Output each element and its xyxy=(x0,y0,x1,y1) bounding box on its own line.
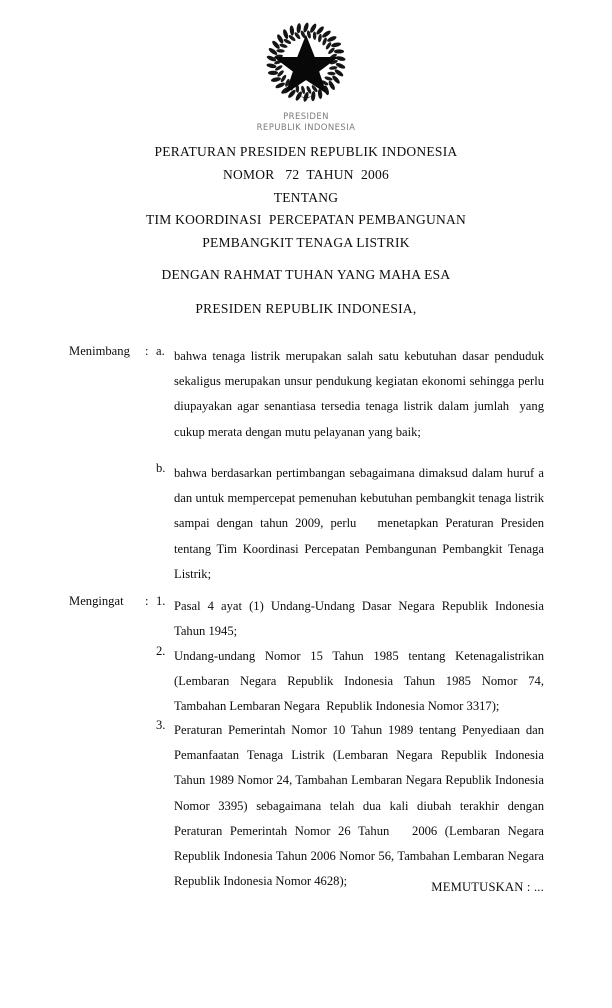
mengingat-text-3: Peraturan Pemerintah Nomor 10 Tahun 1989 tentang Penyediaan dan Pemanfaatan Tenaga Listrik (Lembaran Negara Republik Indonesia Tahun 1989 Nomor 24, Tambahan Lembaran Negara Republik Indonesia Nomor 3395) sebagaimana telah dua kali diubah terakhir dengan Peraturan Pemerintah Nomor 26 Tahun 2006 (Lembaran Negara Republik Indonesia Tahun 2006 Nomor 56, Tambahan Lembaran Negara Republik Indonesia Nomor 4628); xyxy=(174,723,548,889)
document-number-line: NOMOR 72 TAHUN 2006 xyxy=(222,167,390,182)
menimbang-text-b: bahwa berdasarkan pertimbangan sebagaimana dimaksud dalam huruf a dan untuk mempercepat pemenuhan kebutuhan pembangkit tenaga listrik sampai dengan tahun 2009, perlu menetapkan Peraturan Presiden tentang Tim Koordinasi Percepatan Pembangunan Pembangkit Tenaga Listrik; xyxy=(174,466,548,581)
mengingat-marker-1: 1. xyxy=(156,594,166,608)
document-title-line-1: PERATURAN PRESIDEN REPUBLIK INDONESIA xyxy=(154,144,458,159)
mengingat-label: Mengingat xyxy=(69,594,124,608)
menimbang-item-b xyxy=(69,461,548,587)
tentang-label: TENTANG xyxy=(273,190,339,205)
emblem-caption-line2: REPUBLIK INDONESIA xyxy=(256,123,356,133)
mengingat-text-1: Pasal 4 ayat (1) Undang-Undang Dasar Negara Republik Indonesia Tahun 1945; xyxy=(174,599,547,639)
menimbang-label: Menimbang xyxy=(69,344,130,358)
mengingat-item-2 xyxy=(69,644,548,720)
mengingat-text-2: Undang-undang Nomor 15 Tahun 1985 tentang Ketenagalistrikan (Lembaran Negara Republik Indonesia Tahun 1985 Nomor 74, Tambahan Lembaran Negara Republik Indonesia Nomor 3317); xyxy=(174,649,548,714)
emblem-caption-line1: PRESIDEN xyxy=(283,112,329,122)
mengingat-marker-3: 3. xyxy=(156,718,166,732)
memutuskan-footer: MEMUTUSKAN : ... xyxy=(431,880,544,894)
menimbang-text-a: bahwa tenaga listrik merupakan salah satu kebutuhan dasar penduduk sekaligus merupakan unsur pendukung kegiatan ekonomi sehingga perlu diupayakan agar senantiasa tersedia tenaga listrik dalam jumlah yang cukup merata dengan mutu pelayanan yang baik; xyxy=(174,349,548,439)
mengingat-item-3 xyxy=(69,718,548,894)
menimbang-colon: : xyxy=(145,344,149,358)
mengingat-marker-2: 2. xyxy=(156,644,166,658)
emblem-caption xyxy=(0,112,612,134)
invocation-line: DENGAN RAHMAT TUHAN YANG MAHA ESA xyxy=(161,267,451,282)
menimbang-item-a xyxy=(69,344,548,445)
mengingat-colon: : xyxy=(145,594,149,608)
menimbang-marker-b: b. xyxy=(156,461,166,475)
emblem-block xyxy=(0,22,612,134)
document-subject-line-2: PEMBANGKIT TENAGA LISTRIK xyxy=(202,235,410,250)
issuer-line: PRESIDEN REPUBLIK INDONESIA, xyxy=(195,301,417,316)
garuda-star-wreath-emblem xyxy=(260,22,352,106)
document-subject-line-1: TIM KOORDINASI PERCEPATAN PEMBANGUNAN xyxy=(146,212,466,227)
mengingat-item-1 xyxy=(69,594,547,644)
menimbang-marker-a: a. xyxy=(156,344,165,358)
